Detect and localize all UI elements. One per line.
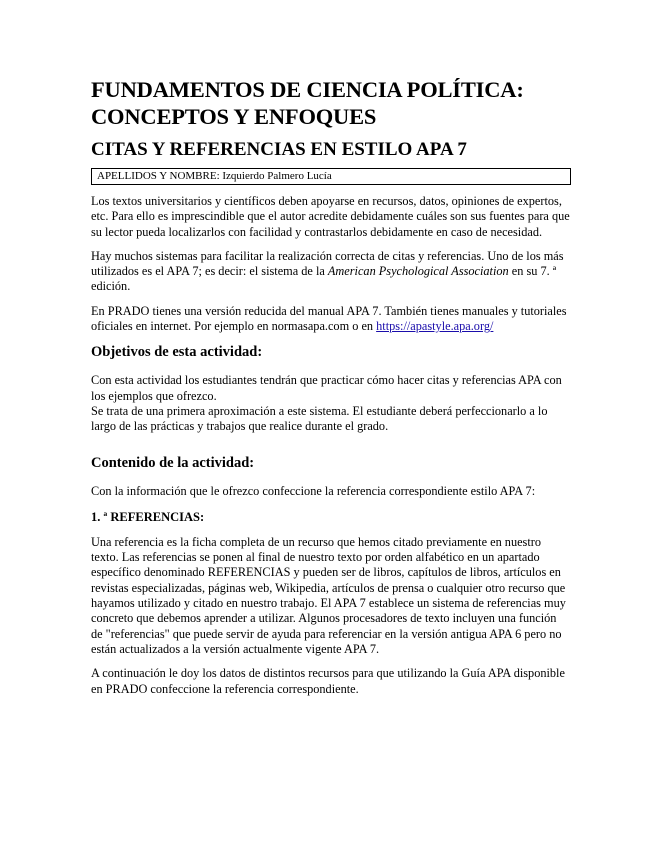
intro-p2-end: en su 7. ª edición. [91,264,557,294]
title-line-1: FUNDAMENTOS DE CIENCIA POLÍTICA: [91,77,524,102]
document-page [91,76,571,706]
references-section-heading: 1. ª REFERENCIAS: [91,509,205,524]
intro-paragraph-2 [91,249,571,295]
intro-p3-text: En PRADO tienes una versión reducida del manual APA 7. También tienes manuales y tutoriales oficiales en internet. Por ejemplo en normasapa.com o en [91,303,567,334]
title-line-2: CONCEPTOS Y ENFOQUES [91,104,377,129]
references-paragraph-2: A continuación le doy los datos de distintos recursos para que utilizando la Guía APA disponible en PRADO confeccione la referencia correspondiente. [91,666,565,696]
references-paragraph-1: Una referencia es la ficha completa de un recurso que hemos citado previamente en nuestro texto. Las referencias se ponen al final de nuestro texto por orden alfabético en un apartado específico denominado REFERENCIAS y pueden ser de libros, capítulos de libros, artículos en revistas especializadas, páginas web, Wikipedia, artículos de prensa o cualquier otro recurso que hayamos utilizado y citado en nuestro trabajo. El APA 7 establece un sistema de referencias muy concreto que debemos aprender a utilizar. Algunos procesadores de texto incluyen una función de "referencias" que puede servir de ayuda para referenciar en la versión antigua APA 6 pero no están actualizados a la versión actualmente vigente APA 7. [91,534,566,656]
intro-paragraph-3 [91,304,571,335]
objectives-line-1: Con esta actividad los estudiantes tendrán que practicar cómo hacer citas y referencias APA con los ejemplos que ofrezco. [91,373,562,403]
apastyle-link[interactable]: https://apastyle.apa.org/ [376,319,494,334]
document-subtitle: CITAS Y REFERENCIAS EN ESTILO APA 7 [91,139,467,160]
name-field-box: APELLIDOS Y NOMBRE: Izquierdo Palmero Lucía [91,168,571,185]
objectives-paragraph [91,373,571,434]
intro-paragraph-1: Los textos universitarios y científicos deben apoyarse en recursos, datos, opiniones de expertos, etc. Para ello es imprescindible que el autor acredite debidamente cuáles son sus fuentes para que su lector pueda localizarlos con facilidad y contrastarlos debidamente en caso de necesidad. [91,194,570,239]
apa-name-italic: American Psychological Association [327,264,509,279]
objectives-heading: Objetivos de esta actividad: [91,344,263,361]
content-heading: Contenido de la actividad: [91,454,255,471]
objectives-line-2: Se trata de una primera aproximación a este sistema. El estudiante deberá perfeccionarlo a lo largo de las prácticas y trabajos que realice durante el grado. [91,403,548,434]
intro-p2-text: Hay muchos sistemas para facilitar la realización correcta de citas y referencias. Uno de los más utilizados es el APA 7; es decir: el sistema de la [91,248,564,279]
document-title [91,76,571,130]
content-intro: Con la información que le ofrezco confeccione la referencia correspondiente estilo APA 7: [91,483,536,498]
